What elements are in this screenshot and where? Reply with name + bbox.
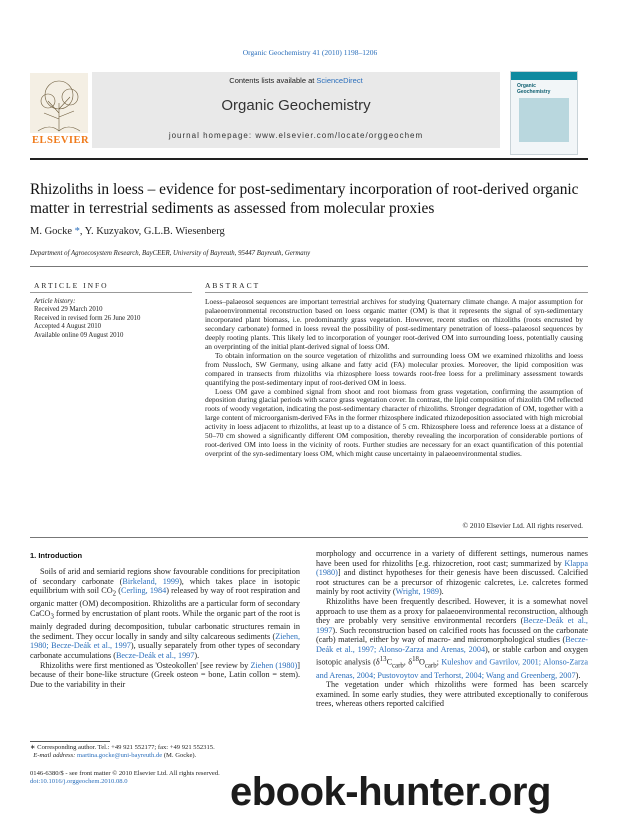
author-gocke: M. Gocke xyxy=(30,226,72,237)
article-info-rule xyxy=(30,292,192,293)
footnote xyxy=(30,744,300,760)
corresponding-author-marker[interactable]: * xyxy=(72,226,80,237)
intro-right-column xyxy=(316,549,588,709)
cite-klappa[interactable]: Klappa (1980) xyxy=(316,558,588,578)
cite-birkeland[interactable]: Birkeland, 1999 xyxy=(122,576,180,586)
cite-becze-deak[interactable]: Becze-Deák et al., 1997 xyxy=(115,651,195,661)
journal-title: Organic Geochemistry xyxy=(221,97,371,114)
cite-becze-deak-2[interactable]: Becze-Deák et al., 1997 xyxy=(316,616,588,635)
sciencedirect-link[interactable]: ScienceDirect xyxy=(316,76,363,85)
affiliation: Department of Agroecosystem Research, BayCEER, University of Bayreuth, 95447 Bayreuth, Germany xyxy=(30,250,311,257)
history-revised: Received in revised form 26 June 2010 xyxy=(34,314,141,322)
elsevier-wordmark: ELSEVIER xyxy=(32,135,90,146)
issn-line: 0146-6380/$ - see front matter © 2010 Elsevier Ltd. All rights reserved. xyxy=(30,770,220,777)
author-list xyxy=(30,226,225,237)
footnote-rule xyxy=(30,741,110,742)
intro-paragraph-1: Soils of arid and semiarid regions show favourable conditions for precipitation of secondary carbonate (Birkeland, 1999), which takes place in isotopic equilibrium with soil $CO_2$ (Cerling, 1984) released by way of root respiration and organic matter (OM) decomposition. Rhizoliths are a particular form of secondary CaCO$_3$ formed by encrustation of plant roots. While the organic part of the root is mainly degraded during decomposition, tubular carbonatic structures remain in the sediment. They occur locally in sandy and silty calcareous sediments (Ziehen, 1980; Becze-Deák et al., 1997), usually separately from other types of secondary carbonate accumulations (Becze-Deák et al., 1997). xyxy=(30,567,300,661)
abstract-paragraph-1: Loess–palaeosol sequences are important terrestrial archives for studying Quaternary climate change. A major assumption for palaeoenvironmental reconstruction based on loess organic matter (OM) is that it represents the signal of syn-sedimentary incorporated plant biomass, i.e. predominantly grass vegetation. However, recent studies on rhizoliths (roots encrusted by secondary carbonate) formed in loess reveal the possibility of post-sedimentary penetration of loess–palaeosol sequences by deeply rooting plants. This likely led to incorporation of younger root-derived OM into surrounding loess, potentially causing an overprinting of the initial plant-derived signal of loess OM. xyxy=(205,297,583,351)
journal-cover-thumbnail[interactable] xyxy=(510,71,578,155)
history-online: Available online 09 August 2010 xyxy=(34,331,124,339)
cite-isotope-studies[interactable]: Kuleshov and Gavrilov, 2001; Alonso-Zarza and Arenas, 2004; Pustovoytov and Terhorst, 2004; Wang and Greenberg, 2007 xyxy=(316,657,589,680)
history-label: Article history: xyxy=(34,298,76,305)
abstract-bottom-rule xyxy=(30,537,588,538)
journal-homepage xyxy=(92,131,500,140)
article-title: Rhizoliths in loess – evidence for post-sedimentary incorporation of root-derived organic matter in terrestrial sediments as assessed from molecular proxies xyxy=(30,181,579,217)
intro-paragraph-3: morphology and occurrence in a variety of different settings, numerous names have been used for rhizoliths [e.g. rhizocretion, root cast; summarized by Klappa (1980)] and distinct hypotheses for their genesis have been discussed. Calcified root structures can be a precursor of rhizogenic calcretes, i.e. calcretes formed mainly by root activity (Wright, 1989). xyxy=(316,549,588,597)
history-received: Received 29 March 2010 xyxy=(34,306,103,314)
homepage-url[interactable]: www.elsevier.com/locate/orggeochem xyxy=(255,131,424,140)
cover-image xyxy=(519,98,569,142)
author-others: , Y. Kuzyakov, G.L.B. Wiesenberg xyxy=(79,226,225,237)
abstract-rule xyxy=(205,292,588,293)
cite-ziehen[interactable]: Ziehen (1980) xyxy=(250,660,298,670)
intro-left-column xyxy=(30,567,300,689)
contents-line xyxy=(92,76,500,85)
abstract-paragraph-3: Loess OM gave a combined signal from shoot and root biomass from grass vegetation, confirming the assumption of deposition during glacial periods with scarce grass vegetation cover. In contrast, the lipid composition of rhizolith OM reflected roots of woody vegetation, indicating the post-sedimentary character of rhizoliths. Stronger degradation of OM, together with a large content of microorganism-derived FAs in the former rhizosphere indicated rhizodeposition associated with high microbial activity in loess adjacent to rhizoliths, at least up to a distance of 5 cm. Rhizosphere loess and reference loess at a distance of 50–70 cm showed a significantly different OM composition, thereby revealing the incorporation of considerable portions of root-derived OM into loess in the vicinity of roots. Further studies are necessary for an exact quantification of this potential overprint of the syn-sedimentary loess OM, which might cause uncertainty in palaeoenvironmental studies. xyxy=(205,386,583,459)
article-info-heading: ARTICLE INFO xyxy=(34,281,109,290)
introduction-heading: 1. Introduction xyxy=(30,551,83,560)
abstract-heading: ABSTRACT xyxy=(205,281,261,290)
journal-reference[interactable]: Organic Geochemistry 41 (2010) 1198–1206 xyxy=(242,48,378,57)
cite-ziehen-becze[interactable]: Ziehen, 1980; Becze-Deák et al., 1997 xyxy=(30,631,300,651)
cover-title: Organic Geochemistry xyxy=(517,83,551,95)
intro-paragraph-5: The vegetation under which rhizoliths were formed has been scarcely examined. In some early studies, they were attributed exceptionally to coniferous trees, whereas others reported calcified xyxy=(316,680,588,709)
intro-paragraph-2: Rhizoliths were first mentioned as 'Osteokollen' [see review by Ziehen (1980)] because of their bone-like structure (Greek osteon = bone, Latin collon = stem). Due to the variability in their xyxy=(30,660,300,689)
affiliation-rule xyxy=(30,266,588,267)
cite-cerling[interactable]: Cerling, 1984 xyxy=(121,586,167,596)
email-line: E-mail address: martina.gocke@uni-bayreuth.de (M. Gocke). xyxy=(33,752,197,759)
abstract-body xyxy=(205,298,583,459)
cover-bar xyxy=(511,72,577,80)
cite-wright[interactable]: Wright, 1989 xyxy=(395,587,439,597)
corresponding-author-note: ∗ Corresponding author. Tel.: +49 921 552177; fax: +49 921 552315. xyxy=(30,744,215,751)
intro-paragraph-4: Rhizoliths have been frequently described. However, it is a somewhat novel approach to use them as a proxy for palaeoenvironmental reconstruction, although they are probably very sensitive environmental recorders (Becze-Deák et al., 1997). Such reconstruction based on calcified roots has focussed on the carbonate (carb) material, either by way of macro- and micromorphological studies (Becze-Deák et al., 1997; Alonso-Zarza and Arenas, 2004), or stable carbon and oxygen isotopic analysis ($\delta^{13}C_{carb}$, $\delta^{18}O_{carb}$; Kuleshov and Gavrilov, 2001; Alonso-Zarza and Arenas, 2004; Pustovoytov and Terhorst, 2004; Wang and Greenberg, 2007). xyxy=(316,596,589,680)
cite-becze-alonso[interactable]: Becze-Deák et al., 1997; Alonso-Zarza and Arenas, 2004 xyxy=(316,635,588,654)
author-email-link[interactable]: martina.gocke@uni-bayreuth.de xyxy=(77,752,163,759)
abstract-paragraph-2: To obtain information on the source vegetation of rhizoliths and surrounding loess OM we examined rhizoliths and loess from Nussloch, SW Germany, using alkane and fatty acid (FA) molecular proxies. Moreover, the lipid composition was compared in transects from rhizoliths via rhizosphere loess towards root-free loess for a preliminary assessment towards quantifying the post-sedimentary input of root-derived OM in loess. xyxy=(205,350,583,387)
header-rule xyxy=(30,158,588,160)
article-history xyxy=(34,298,194,340)
copyright-notice: © 2010 Elsevier Ltd. All rights reserved. xyxy=(462,521,583,530)
watermark-text: ebook-hunter.org xyxy=(230,770,551,814)
doi-link[interactable]: doi:10.1016/j.orggeochem.2010.08.0 xyxy=(30,778,128,785)
homepage-prefix: journal homepage: xyxy=(168,131,256,140)
contents-prefix: Contents lists available at xyxy=(229,76,317,85)
history-accepted: Accepted 4 August 2010 xyxy=(34,323,102,331)
